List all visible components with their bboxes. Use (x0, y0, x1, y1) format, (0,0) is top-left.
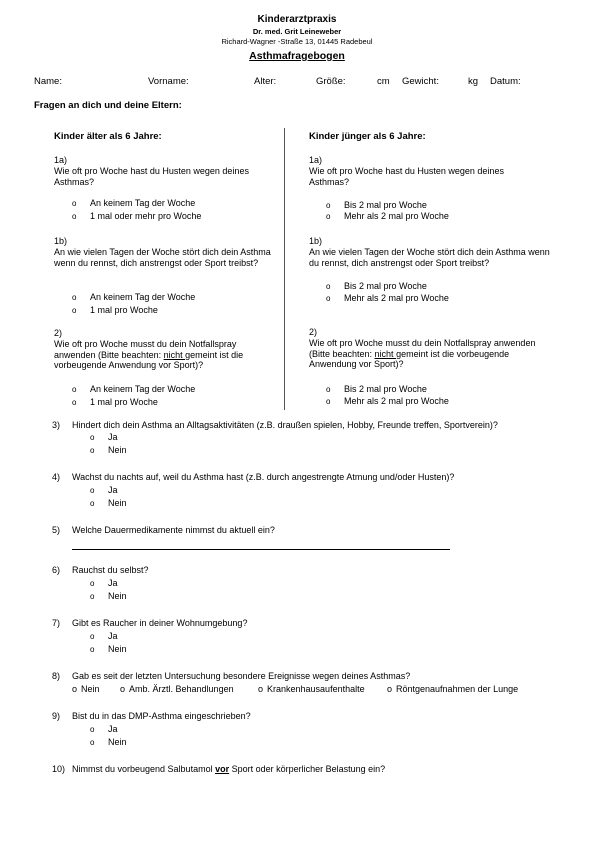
left-q2-text: Wie oft pro Woche musst du dein Notfallspray anwenden (Bitte beachten: nicht gemeint ist die vorbeugende Anwendung vor Sport)? (54, 339, 244, 370)
q5-answer-line[interactable] (72, 549, 450, 550)
q8-option-nein[interactable]: o Nein (72, 684, 100, 694)
radio-circle-icon[interactable]: o (72, 292, 77, 302)
intro-heading: Fragen an dich und deine Eltern: (34, 100, 182, 111)
radio-circle-icon[interactable]: o (72, 384, 77, 394)
radio-circle-icon[interactable]: o (90, 631, 95, 641)
left-q2-number: 2) (54, 328, 63, 338)
q8-text: Gab es seit der letzten Untersuchung besondere Ereignisse wegen deines Asthmas? (72, 671, 411, 681)
q5-number: 5) (52, 525, 61, 535)
radio-circle-icon[interactable]: o (72, 198, 77, 208)
radio-circle-icon[interactable]: o (90, 578, 95, 588)
practice-address: Richard-Wagner -Straße 13, 01445 Radebeul (221, 37, 373, 46)
q7-option-nein[interactable]: o Nein (90, 644, 127, 654)
q5-text: Welche Dauermedikamente nimmst du aktuell ein? (72, 525, 275, 535)
q7-text: Gibt es Raucher in deiner Wohnumgebung? (72, 618, 248, 628)
q4-option-nein[interactable]: o Nein (90, 498, 127, 508)
radio-circle-icon[interactable]: o (326, 384, 331, 394)
alter-field[interactable]: Alter: (254, 76, 277, 87)
radio-circle-icon[interactable]: o (326, 396, 331, 406)
radio-circle-icon[interactable]: o (326, 281, 331, 291)
left-q1b-number: 1b) (54, 236, 68, 246)
q4-option-ja[interactable]: o Ja (90, 485, 118, 495)
q3-option-ja[interactable]: o Ja (90, 432, 118, 442)
cm-unit: cm (377, 76, 390, 87)
left-q1a-number: 1a) (54, 155, 68, 165)
datum-field[interactable]: Datum: (490, 76, 521, 87)
right-q1b-text: An wie vielen Tagen der Woche stört dich dein Asthma wenn du rennst, dich anstrengst oder Sport treibst? (309, 247, 550, 268)
right-q2-option-2[interactable]: o Mehr als 2 mal pro Woche (326, 396, 449, 406)
radio-circle-icon[interactable]: o (90, 737, 95, 747)
radio-circle-icon[interactable]: o (326, 293, 331, 303)
left-q1b-text: An wie vielen Tagen der Woche stört dich dein Asthma wenn du rennst, dich anstrengst oder Sport treibst? (54, 247, 271, 268)
q4-text: Wachst du nachts auf, weil du Asthma hast (z.B. durch angestrengte Atmung und/oder Husten)? (72, 472, 455, 482)
groesse-field[interactable]: Größe: (316, 76, 346, 87)
radio-circle-icon[interactable]: o (258, 684, 264, 694)
practice-name: Kinderarztpraxis (257, 14, 337, 25)
radio-circle-icon[interactable]: o (90, 644, 95, 654)
radio-circle-icon[interactable]: o (90, 485, 95, 495)
doctor-name: Dr. med. Grit Leineweber (252, 27, 342, 36)
radio-circle-icon[interactable]: o (90, 432, 95, 442)
left-q1a-option-2[interactable]: o 1 mal oder mehr pro Woche (72, 211, 202, 221)
right-q2-option-1[interactable]: o Bis 2 mal pro Woche (326, 384, 427, 394)
q3-number: 3) (52, 420, 61, 430)
q7-option-ja[interactable]: o Ja (90, 631, 118, 641)
radio-circle-icon[interactable]: o (72, 684, 78, 694)
radio-circle-icon[interactable]: o (90, 498, 95, 508)
q8-option-amb-behandlungen[interactable]: o Amb. Ärztl. Behandlungen (120, 684, 234, 694)
radio-circle-icon[interactable]: o (120, 684, 126, 694)
right-q2-number: 2) (309, 327, 318, 337)
right-q1a-option-1[interactable]: o Bis 2 mal pro Woche (326, 200, 427, 210)
right-q1b-number: 1b) (309, 236, 323, 246)
q9-option-ja[interactable]: o Ja (90, 724, 118, 734)
q9-text: Bist du in das DMP-Asthma eingeschrieben? (72, 711, 251, 721)
radio-circle-icon[interactable]: o (387, 684, 393, 694)
kg-unit: kg (468, 76, 479, 87)
radio-circle-icon[interactable]: o (90, 591, 95, 601)
q9-number: 9) (52, 711, 61, 721)
radio-circle-icon[interactable]: o (72, 397, 77, 407)
q3-text: Hindert dich dein Asthma an Alltagsaktivitäten (z.B. draußen spielen, Hobby, Freunde treffen, Sportverein)? (72, 420, 498, 430)
gewicht-field[interactable]: Gewicht: (402, 76, 439, 87)
radio-circle-icon[interactable]: o (72, 305, 77, 315)
right-q1a-option-2[interactable]: o Mehr als 2 mal pro Woche (326, 211, 449, 221)
vorname-field[interactable]: Vorname: (148, 76, 189, 87)
q8-option-krankenhaus[interactable]: o Krankenhausaufenthalte (258, 684, 365, 694)
left-q1a-text: Wie oft pro Woche hast du Husten wegen deines Asthmas? (54, 166, 249, 187)
left-column-heading: Kinder älter als 6 Jahre: (54, 131, 162, 142)
q6-option-ja[interactable]: o Ja (90, 578, 118, 588)
radio-circle-icon[interactable]: o (326, 200, 331, 210)
q4-number: 4) (52, 472, 61, 482)
q9-option-nein[interactable]: o Nein (90, 737, 127, 747)
radio-circle-icon[interactable]: o (90, 724, 95, 734)
radio-circle-icon[interactable]: o (72, 211, 77, 221)
q6-number: 6) (52, 565, 61, 575)
name-field[interactable]: Name: (34, 76, 62, 87)
q7-number: 7) (52, 618, 61, 628)
right-q1b-option-1[interactable]: o Bis 2 mal pro Woche (326, 281, 427, 291)
left-q1b-option-1[interactable]: o An keinem Tag der Woche (72, 292, 196, 302)
form-title: Asthmafragebogen (249, 50, 345, 62)
q6-text: Rauchst du selbst? (72, 565, 149, 575)
right-q1b-option-2[interactable]: o Mehr als 2 mal pro Woche (326, 293, 449, 303)
q10-number: 10) (52, 764, 66, 774)
q6-option-nein[interactable]: o Nein (90, 591, 127, 601)
q8-number: 8) (52, 671, 61, 681)
left-q1b-option-2[interactable]: o 1 mal pro Woche (72, 305, 158, 315)
q8-option-roentgen[interactable]: o Röntgenaufnahmen der Lunge (387, 684, 519, 694)
left-q1a-option-1[interactable]: o An keinem Tag der Woche (72, 198, 196, 208)
radio-circle-icon[interactable]: o (326, 211, 331, 221)
right-q1a-text: Wie oft pro Woche hast du Husten wegen deines Asthmas? (309, 166, 504, 187)
right-q1a-number: 1a) (309, 155, 323, 165)
radio-circle-icon[interactable]: o (90, 445, 95, 455)
left-q2-option-2[interactable]: o 1 mal pro Woche (72, 397, 158, 407)
column-divider (284, 128, 285, 410)
right-column-heading: Kinder jünger als 6 Jahre: (309, 131, 426, 142)
right-q2-text: Wie oft pro Woche musst du dein Notfallspray anwenden (Bitte beachten: nicht gemeint ist die vorbeugende Anwendung vor Sport)? (309, 338, 536, 369)
left-q2-option-1[interactable]: o An keinem Tag der Woche (72, 384, 196, 394)
q3-option-nein[interactable]: o Nein (90, 445, 127, 455)
q10-text: Nimmst du vorbeugend Salbutamol vor Sport oder körperlicher Belastung ein? (72, 764, 386, 774)
